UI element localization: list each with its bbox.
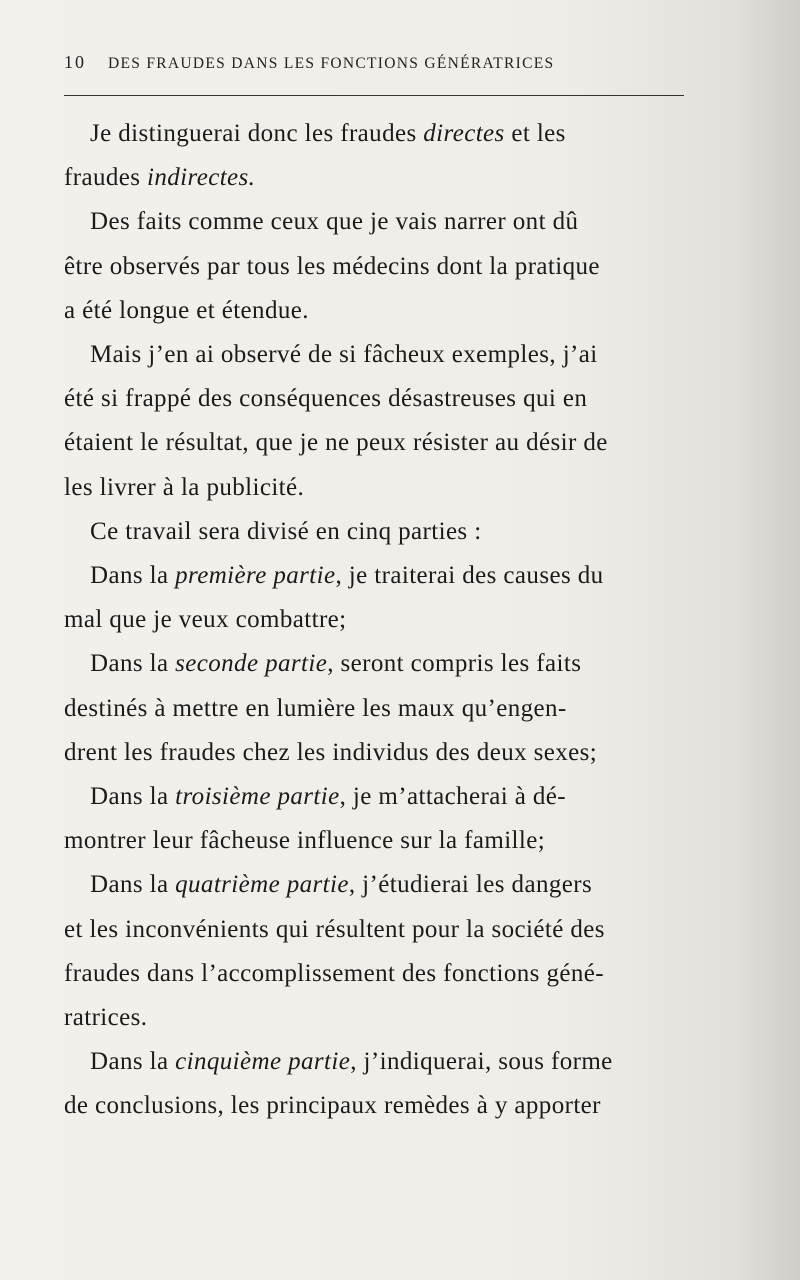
text-run: Dans la [90,1048,176,1076]
paragraph [64,333,690,510]
italic-text-run: seconde partie [175,650,328,678]
text-line [64,156,690,200]
text-line [64,731,690,775]
text-run: et les [504,120,566,147]
text-line [64,687,690,731]
body-text [64,112,690,1129]
text-line [64,510,690,554]
paragraph [64,200,690,333]
paragraph [64,510,690,554]
text-line [64,112,690,156]
text-run: Dans la [90,783,176,811]
text-line [64,996,690,1040]
text-line [64,775,690,819]
paragraph [64,642,690,775]
text-run: mal que je veux combattre; [64,606,347,634]
text-run: montrer leur fâcheuse influence sur la famille; [64,827,546,855]
text-run: , seront compris les faits [327,650,582,678]
header-rule [64,95,684,96]
running-head [64,52,684,73]
text-line [64,333,690,377]
text-run: Je distinguerai donc les fraudes [90,120,424,147]
text-run: destinés à mettre en lumière les maux qu’engen- [64,694,567,722]
italic-text-run: quatrième partie [175,871,349,899]
italic-text-run: directes [423,120,505,147]
italic-text-run: indirectes. [147,164,256,192]
text-line [64,421,690,465]
italic-text-run: troisième partie [175,783,340,811]
paragraph [64,1040,690,1128]
text-line [64,466,690,510]
paragraph [64,775,690,863]
text-line [64,952,690,996]
text-line [64,1040,690,1084]
text-run: , j’étudierai les dangers [348,871,593,899]
paragraph [64,863,690,1040]
text-line [64,642,690,686]
italic-text-run: première partie [175,562,336,590]
page-number: 10 [64,52,86,72]
text-run: fraudes dans l’accomplissement des fonctions géné- [64,959,604,987]
italic-text-run: cinquième partie [175,1048,351,1076]
text-line [64,245,690,289]
text-run: Dans la [90,562,176,590]
text-line [64,289,690,333]
text-line [64,819,690,863]
text-run: Dans la [90,650,176,678]
text-line [64,863,690,907]
running-head-title: DES FRAUDES DANS LES FONCTIONS GÉNÉRATRICES [108,55,555,72]
text-run: , je m’attacherai à dé- [339,783,567,811]
text-run: , j’indiquerai, sous forme [350,1048,613,1076]
text-run: étaient le résultat, que je ne peux résister au désir de [64,429,608,457]
text-run: été si frappé des conséquences désastreuses qui en [64,385,588,413]
text-run: Des faits comme ceux que je vais narrer ont dû [90,208,579,236]
text-line [64,908,690,952]
paragraph [64,554,690,642]
text-run: ratrices. [64,1004,148,1032]
text-run: Mais j’en ai observé de si fâcheux exemples, j’ai [90,341,598,369]
text-line [64,598,690,642]
text-run: être observés par tous les médecins dont la pratique [64,252,600,280]
text-run: de conclusions, les principaux remèdes à y apporter [64,1092,601,1120]
text-run: les livrer à la publicité. [64,473,305,501]
text-line [64,200,690,244]
text-run: Ce travail sera divisé en cinq parties : [90,517,482,545]
text-run: Dans la [90,871,176,899]
text-line [64,377,690,421]
text-run: drent les fraudes chez les individus des deux sexes; [64,738,598,766]
text-line [64,554,690,598]
text-line [64,1084,690,1128]
text-run: fraudes [64,164,148,192]
text-run: a été longue et étendue. [64,296,309,324]
text-run: , je traiterai des causes du [335,562,604,590]
text-run: et les inconvénients qui résultent pour la société des [64,915,605,943]
paragraph [64,112,690,200]
